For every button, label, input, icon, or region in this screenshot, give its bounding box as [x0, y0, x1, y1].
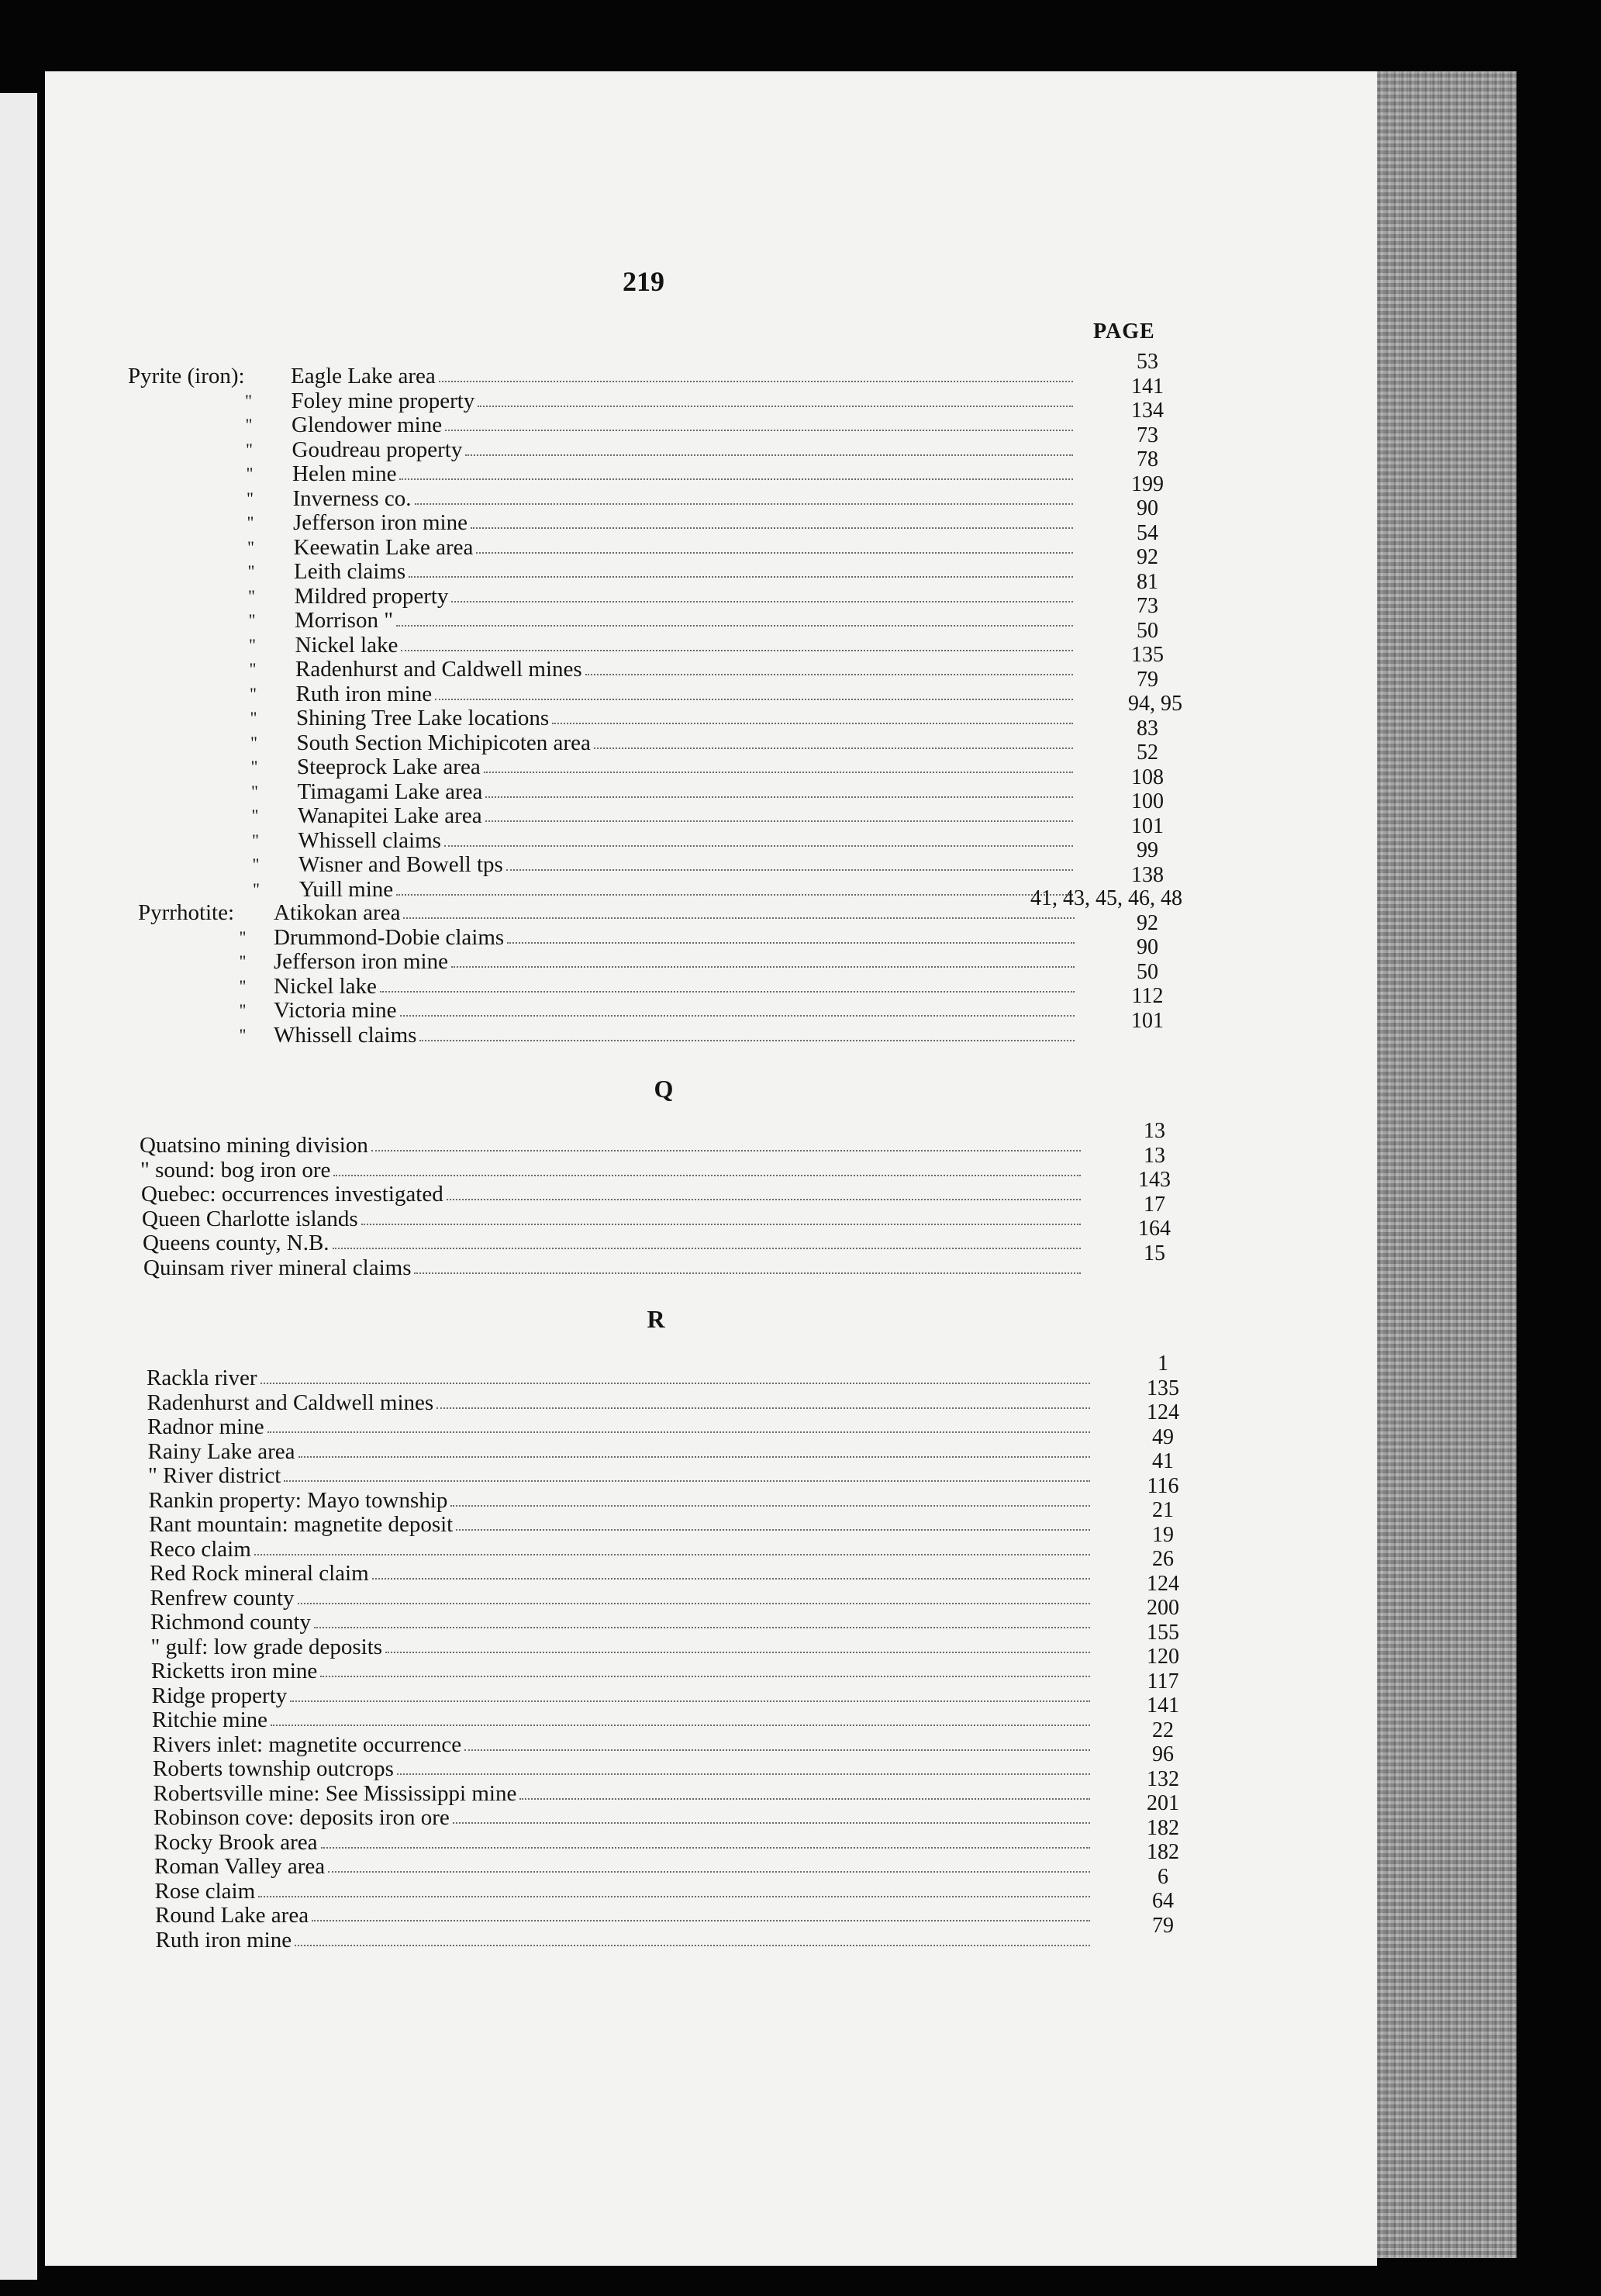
entry-label: Goudreau property [292, 437, 463, 462]
entry-label: Whissell claims [274, 1022, 417, 1048]
entry-page-number: 52 [1137, 741, 1158, 765]
entry-page-number: 15 [1144, 1241, 1165, 1265]
entry-page-number: 64 [1152, 1889, 1174, 1913]
index-entry [143, 1255, 1085, 1279]
index-entry [154, 1829, 1096, 1854]
dot-leader [320, 1676, 1090, 1677]
entry-page-number: 22 [1152, 1718, 1174, 1742]
dot-leader [361, 1224, 1081, 1225]
entry-page-number: 155 [1147, 1620, 1179, 1645]
entry-page-number: 201 [1147, 1791, 1179, 1815]
entry-label: Shining Tree Lake locations [296, 706, 550, 730]
entry-page-number: 143 [1138, 1168, 1171, 1192]
index-entry [141, 1181, 1085, 1206]
index-entry [131, 558, 1078, 583]
entry-label: Jefferson iron mine [274, 949, 448, 974]
index-entry [154, 1780, 1096, 1805]
entry-label: Morrison " [295, 608, 394, 633]
ditto-mark: " [249, 659, 257, 678]
entry-label: Mildred property [294, 583, 449, 609]
index-entry [135, 779, 1078, 803]
index-entry [143, 1230, 1085, 1255]
ditto-mark: " [249, 634, 256, 654]
entry-page-number: 90 [1137, 496, 1158, 520]
ditto-mark: " [239, 951, 247, 971]
entry-label: Radenhurst and Caldwell mines [295, 657, 582, 682]
index-entry [130, 485, 1078, 510]
entry-page-number: 13 [1144, 1119, 1165, 1143]
index-entry [154, 1804, 1095, 1829]
entry-page-number: 135 [1147, 1376, 1179, 1400]
dot-leader [471, 527, 1073, 529]
entry-label: Helen mine [292, 461, 397, 486]
entry-label: Quinsam river mineral claims [143, 1255, 412, 1280]
dot-leader [397, 1773, 1090, 1775]
index-entry [155, 1878, 1096, 1903]
entry-page-number: 108 [1131, 765, 1164, 789]
dot-leader [284, 1480, 1090, 1482]
entry-page-number: 21 [1152, 1498, 1174, 1522]
entry-page-number: 78 [1137, 447, 1158, 471]
entry-page-number: 73 [1137, 423, 1158, 447]
entry-label: Rose claim [154, 1878, 256, 1904]
index-entry [133, 656, 1078, 681]
dot-leader [254, 1554, 1090, 1555]
dot-leader [321, 1847, 1091, 1849]
entry-page-number: 26 [1152, 1547, 1174, 1571]
section-heading-r: R [647, 1305, 665, 1333]
ditto-mark: " [239, 1000, 247, 1020]
entry-label: Wisner and Bowell tps [298, 852, 503, 877]
entry-page-number: 41 [1152, 1449, 1174, 1473]
index-entry [155, 1902, 1095, 1927]
dot-leader [451, 966, 1075, 968]
ditto-mark: " [248, 585, 255, 606]
dot-leader [585, 674, 1073, 675]
entry-page-number: 141 [1147, 1694, 1179, 1718]
entry-page-number: 79 [1137, 667, 1158, 692]
index-entry [128, 363, 1078, 388]
entry-page-number: 13 [1144, 1143, 1165, 1168]
dot-leader [476, 552, 1073, 554]
ditto-mark: " [246, 439, 253, 459]
ditto-mark: " [239, 927, 247, 947]
entry-page-number: 50 [1137, 618, 1158, 643]
entry-page-number: 99 [1137, 838, 1158, 862]
dot-leader [450, 1505, 1090, 1507]
entry-label: Keewatin Lake area [293, 534, 474, 560]
entry-page-number: 96 [1152, 1742, 1174, 1766]
dot-leader [290, 1700, 1090, 1702]
entry-page-number: 83 [1137, 716, 1158, 741]
dot-leader [258, 1896, 1090, 1897]
index-entry [132, 583, 1078, 608]
entry-label: " River district [148, 1463, 281, 1488]
ditto-mark: " [252, 830, 259, 850]
dot-leader [507, 942, 1075, 944]
entry-label: Ruth iron mine [155, 1927, 292, 1952]
entry-label: Eagle Lake area [291, 364, 436, 388]
ditto-mark: " [247, 488, 254, 508]
index-entry [147, 1390, 1096, 1414]
dot-leader [314, 1627, 1090, 1628]
entry-prefix: Pyrrhotite: [138, 900, 235, 925]
index-entry [138, 948, 1079, 973]
entry-page-number: 6 [1158, 1864, 1168, 1889]
previous-page-edge [0, 93, 37, 2280]
entry-label: Robertsville mine: See Mississippi mine [153, 1780, 517, 1806]
entry-page-number: 50 [1137, 959, 1158, 984]
entry-label: Robinson cove: deposits iron ore [154, 1805, 450, 1830]
entry-label: Radnor mine [147, 1414, 264, 1439]
ditto-mark: " [239, 975, 247, 996]
entry-page-number: 182 [1147, 1840, 1179, 1864]
index-entry [134, 754, 1078, 779]
entry-label: Roman Valley area [154, 1854, 326, 1879]
dot-leader [439, 381, 1073, 382]
dot-leader [312, 1920, 1090, 1921]
entry-page-number: 141 [1131, 374, 1164, 399]
entry-page-number: 1 [1158, 1352, 1168, 1376]
entry-page-number: 100 [1131, 789, 1164, 813]
dot-leader [298, 1456, 1090, 1458]
index-entry [132, 607, 1078, 632]
entry-page-number: 116 [1147, 1473, 1179, 1498]
entry-label: Ritchie mine [152, 1707, 267, 1732]
entry-label: Radenhurst and Caldwell mines [147, 1390, 434, 1415]
entry-label: Timagami Lake area [297, 779, 483, 804]
index-entry [153, 1731, 1096, 1756]
index-entry [152, 1683, 1096, 1707]
entry-label: Round Lake area [155, 1903, 309, 1928]
entry-label: Rivers inlet: magnetite occurrence [152, 1731, 462, 1757]
index-entry [138, 997, 1079, 1022]
dot-leader [444, 845, 1073, 847]
ditto-mark: " [247, 561, 255, 581]
entry-label: Ridge property [151, 1683, 288, 1708]
dot-leader [380, 991, 1075, 993]
entry-page-number: 101 [1131, 1008, 1164, 1033]
index-entry [134, 730, 1078, 754]
entry-page-number: 92 [1137, 545, 1158, 569]
dot-leader [298, 1603, 1090, 1604]
index-entry [140, 1132, 1085, 1157]
index-entry [147, 1414, 1095, 1438]
entry-label: Queen Charlotte islands [142, 1206, 358, 1231]
index-entry [138, 1022, 1079, 1047]
entry-page-number: 200 [1147, 1596, 1179, 1620]
dot-leader [594, 747, 1073, 749]
dot-leader [485, 820, 1073, 822]
dot-leader [419, 1040, 1075, 1041]
ditto-mark: " [250, 757, 258, 776]
ditto-mark: " [250, 732, 257, 752]
dot-leader [333, 1175, 1081, 1176]
entry-label: Glendower mine [292, 413, 443, 437]
index-entry [149, 1487, 1096, 1512]
dot-leader [295, 1945, 1090, 1946]
index-entry [152, 1707, 1095, 1731]
dot-leader [453, 1822, 1090, 1824]
entry-page-number: 92 [1137, 910, 1158, 935]
index-entry [147, 1365, 1095, 1390]
entry-page-number: 199 [1131, 471, 1164, 496]
entry-label: " gulf: low grade deposits [150, 1634, 383, 1659]
entry-page-number: 117 [1147, 1669, 1179, 1694]
entry-page-number: 135 [1131, 643, 1164, 667]
entry-page-number: 53 [1137, 350, 1158, 374]
entry-page-number: 132 [1147, 1766, 1179, 1791]
entry-label: Quebec: occurrences investigated [141, 1182, 443, 1207]
index-entry [150, 1609, 1095, 1634]
dot-leader [400, 1015, 1075, 1017]
ditto-mark: " [250, 708, 257, 727]
dot-leader [396, 625, 1073, 627]
entry-page-number: 19 [1152, 1522, 1174, 1547]
ditto-mark: " [251, 781, 258, 801]
entry-label: Queens county, N.B. [143, 1231, 330, 1255]
entry-label: Atikokan area [274, 900, 401, 925]
ditto-mark: " [253, 879, 260, 899]
entry-label: Roberts township outcrops [153, 1756, 394, 1781]
ditto-mark: " [248, 610, 256, 630]
dot-leader [447, 1199, 1081, 1200]
dot-leader [271, 1725, 1090, 1726]
entry-label: South Section Michipicoten area [296, 730, 591, 755]
dot-leader [328, 1871, 1090, 1873]
index-entry [150, 1585, 1096, 1610]
entry-page-number: 90 [1137, 935, 1158, 959]
dot-leader [371, 1150, 1081, 1151]
entry-label: Inverness co. [292, 485, 412, 511]
entry-prefix: Pyrite (iron): [128, 364, 245, 388]
dot-leader [456, 1529, 1090, 1531]
index-entry [133, 632, 1078, 657]
ditto-mark: " [250, 683, 257, 703]
dot-leader [478, 406, 1073, 407]
entry-label: Ruth iron mine [295, 681, 433, 706]
entry-label: Rackla river [147, 1366, 257, 1390]
entry-label: Quatsino mining division [140, 1133, 368, 1158]
dot-leader [409, 576, 1073, 578]
dot-leader [372, 1578, 1090, 1580]
index-entry [129, 388, 1078, 413]
entry-page-number: 164 [1138, 1217, 1171, 1241]
entry-page-number: 124 [1147, 1571, 1179, 1596]
entry-page-number: 41, 43, 45, 46, 48 [1030, 886, 1182, 910]
entry-page-number: 79 [1152, 1913, 1174, 1938]
index-entry [129, 412, 1078, 437]
index-entry [136, 851, 1078, 876]
entry-page-number: 138 [1131, 862, 1164, 887]
index-entry [135, 803, 1078, 827]
dot-leader [464, 1749, 1090, 1751]
page-column-header: PAGE [1093, 319, 1155, 344]
entry-page-number: 49 [1152, 1424, 1174, 1449]
entry-label: Whissell claims [298, 827, 441, 853]
ditto-mark: " [252, 855, 260, 874]
index-entry [142, 1206, 1085, 1231]
entry-page-number: 94, 95 [1128, 692, 1182, 716]
entry-label: Foley mine property [291, 388, 475, 413]
entry-label: Nickel lake [274, 973, 377, 999]
index-entry [153, 1756, 1095, 1780]
entry-label: Wanapitei Lake area [298, 803, 482, 828]
index-entry [129, 437, 1078, 461]
entry-label: Steeprock Lake area [297, 754, 481, 779]
index-entry [140, 1157, 1085, 1182]
index-entry [148, 1462, 1095, 1487]
entry-page-number: 81 [1137, 569, 1158, 594]
entry-label: Victoria mine [274, 998, 397, 1023]
page-stack-edge [1377, 71, 1516, 2258]
entry-page-number: 120 [1147, 1645, 1179, 1669]
entry-label: Nickel lake [295, 632, 399, 658]
ditto-mark: " [251, 806, 259, 825]
entry-page-number: 112 [1131, 984, 1164, 1008]
index-entry [151, 1658, 1095, 1683]
index-entry [136, 827, 1078, 852]
entry-label: Rankin property: Mayo township [148, 1487, 448, 1513]
dot-leader [261, 1383, 1090, 1384]
entry-page-number: 54 [1137, 520, 1158, 545]
ditto-mark: " [239, 1024, 247, 1044]
entry-page-number: 17 [1144, 1192, 1165, 1217]
index-entry [150, 1560, 1095, 1585]
index-entry [156, 1927, 1096, 1952]
entry-label: Rainy Lake area [147, 1438, 295, 1464]
index-entry [148, 1438, 1096, 1463]
entry-label: Reco claim [149, 1536, 251, 1562]
index-entry [149, 1511, 1095, 1536]
entry-label: Renfrew county [150, 1585, 295, 1611]
dot-leader [552, 723, 1073, 724]
index-entry [131, 534, 1078, 559]
entry-label: Jefferson iron mine [293, 510, 468, 535]
dot-leader [333, 1248, 1081, 1249]
index-entry [150, 1536, 1096, 1561]
dot-leader [485, 796, 1073, 798]
ditto-mark: " [247, 513, 254, 532]
dot-leader [465, 454, 1073, 456]
dot-leader [484, 772, 1073, 773]
dot-leader [519, 1798, 1090, 1800]
dot-leader [414, 1272, 1081, 1274]
ditto-mark: " [247, 537, 254, 557]
entry-label: Drummond-Dobie claims [274, 924, 505, 950]
index-entry [154, 1853, 1095, 1878]
index-entry [151, 1634, 1096, 1659]
ditto-mark: " [245, 415, 253, 434]
dot-leader [415, 503, 1073, 505]
entry-label: " sound: bog iron ore [140, 1157, 331, 1183]
entry-label: Ricketts iron mine [151, 1659, 318, 1683]
index-entry [138, 924, 1079, 949]
section-heading-q: Q [654, 1075, 674, 1103]
entry-label: Rant mountain: magnetite deposit [149, 1512, 454, 1537]
entry-page-number: 73 [1137, 594, 1158, 618]
dot-leader [267, 1431, 1090, 1433]
entry-page-number: 182 [1147, 1815, 1179, 1840]
dot-leader [451, 601, 1073, 602]
ditto-mark: " [245, 390, 252, 410]
dot-leader [401, 650, 1073, 651]
index-entry [130, 509, 1078, 534]
entry-label: Rocky Brook area [154, 1829, 318, 1855]
dot-leader [506, 869, 1073, 871]
entry-label: Leith claims [294, 559, 406, 584]
dot-leader [436, 1407, 1090, 1409]
dot-leader [385, 1652, 1090, 1653]
ditto-mark: " [246, 464, 254, 483]
dot-leader [399, 478, 1073, 480]
entry-page-number: 124 [1147, 1400, 1179, 1424]
index-entry [138, 973, 1079, 998]
entry-page-number: 101 [1131, 813, 1164, 838]
entry-label: Red Rock mineral claim [150, 1561, 369, 1586]
entry-page-number: 134 [1131, 399, 1164, 423]
entry-label: Yuill mine [298, 876, 394, 902]
dot-leader [403, 917, 1075, 919]
page-number: 219 [623, 266, 664, 297]
dot-leader [445, 430, 1073, 431]
entry-label: Richmond county [150, 1610, 312, 1635]
index-entry [129, 461, 1078, 485]
